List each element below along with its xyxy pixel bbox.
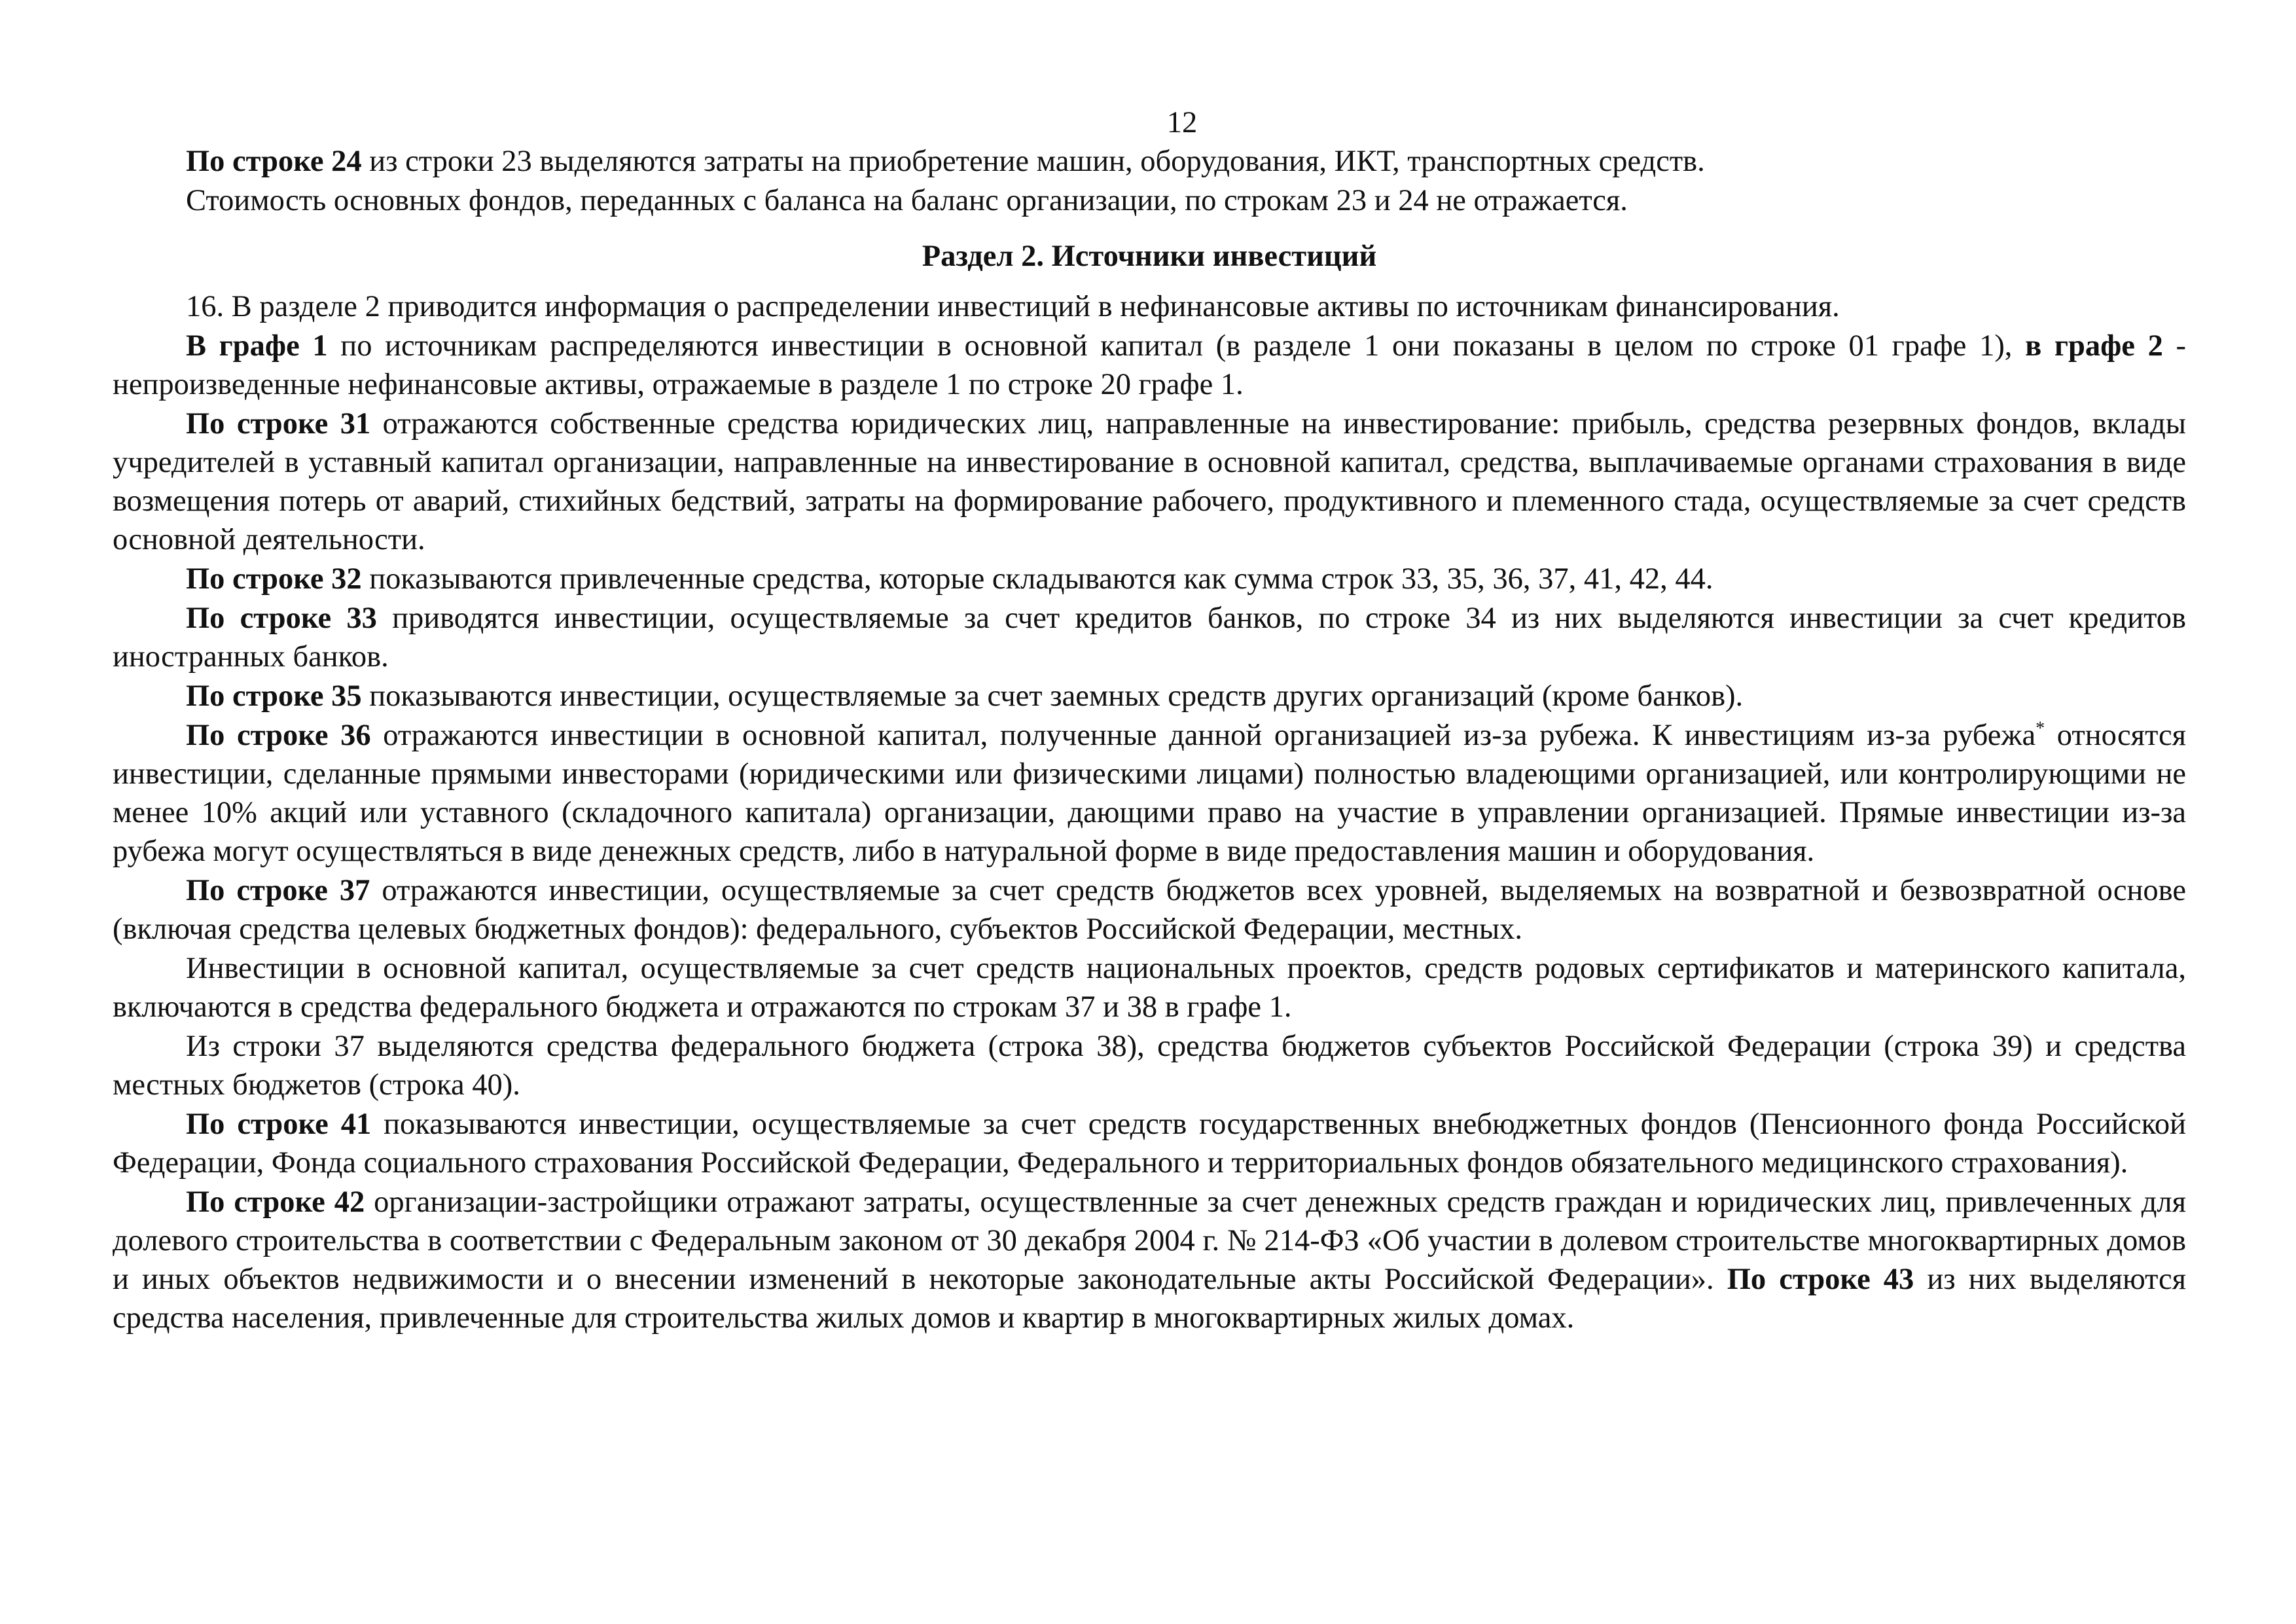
footnote-marker: *: [2036, 718, 2045, 739]
paragraph-row-37: [113, 871, 2186, 948]
row-ref: По строке 36: [186, 719, 371, 752]
paragraph-text: по источникам распределяются инвестиции в основной капитал (в разделе 1 они показаны в целом по строке 01 графе 1),: [327, 329, 2013, 363]
paragraph-national-projects: [113, 949, 2186, 1026]
row-ref: По строке 24: [186, 145, 362, 178]
paragraph-row-32: [113, 560, 2186, 598]
paragraph-text: относятся инвестиции, сделанные прямыми инвесторами (юридическими или физическими лицами) полностью владеющими организацией, или контролирующими не менее 10% акций или уставного (складочного капитала) организации, дающими право на участие в управлении организацией. Прямые инвестиции из-за рубежа могут осуществляться в виде денежных средств, либо в натуральной форме в виде предоставления машин и оборудования.: [113, 719, 2186, 868]
document-page: [113, 103, 2186, 1338]
column-ref: В графе 1: [186, 329, 328, 363]
row-ref: По строке 32: [186, 562, 362, 596]
paragraph-row-36: [113, 716, 2186, 871]
paragraph-row-24: [113, 142, 2186, 181]
paragraph-text: Инвестиции в основной капитал, осуществляемые за счет средств национальных проектов, средств родовых сертификатов и материнского капитала, включаются в средства федерального бюджета и отражаются по строкам 37 и 38 в графе 1.: [113, 952, 2186, 1024]
paragraph-text: организации-застройщики отражают затраты, осуществленные за счет денежных средств граждан и юридических лиц, привлеченных для долевого строительства в соответствии с Федеральным законом от 30 декабря 2004 г. № 214-ФЗ «Об участии в долевом строительстве многоквартирных домов и иных объектов недвижимости и о внесении изменений в некоторые законодательные акты Российской Федерации».: [113, 1185, 2186, 1296]
paragraph-text: показываются инвестиции, осуществляемые за счет средств государственных внебюджетных фондов (Пенсионного фонда Российской Федерации, Фонда социального страхования Российской Федерации, Федерального и территориальных фондов обязательного медицинского страхования).: [113, 1108, 2186, 1180]
paragraph-row-35: [113, 677, 2186, 715]
paragraph-row-33: [113, 599, 2186, 676]
section-heading: Раздел 2. Источники инвестиций: [922, 240, 1377, 273]
column-ref: в графе 2: [2012, 329, 2163, 363]
paragraph-row-42: [113, 1183, 2186, 1337]
paragraph-row-41: [113, 1105, 2186, 1182]
row-ref: По строке 31: [186, 407, 371, 441]
paragraph-text: отражаются инвестиции, осуществляемые за счет средств бюджетов всех уровней, выделяемых на возвратной и безвозвратной основе (включая средства целевых бюджетных фондов): федерального, субъектов Российской Федерации, местных.: [113, 874, 2186, 946]
paragraph-text: отражаются собственные средства юридических лиц, направленные на инвестирование: прибыль, средства резервных фондов, вклады учредителей в уставный капитал организации, направленные на инвестирование в основной капитал, средства, выплачиваемые органами страхования в виде возмещения потерь от аварий, стихийных бедствий, затраты на формирование рабочего, продуктивного и племенного стада, осуществляемые за счет средств основной деятельности.: [113, 407, 2186, 556]
paragraph-text: показываются инвестиции, осуществляемые за счет заемных средств других организаций (кроме банков).: [361, 679, 1744, 713]
paragraph-from-row-37: [113, 1027, 2186, 1104]
paragraph-text: приводятся инвестиции, осуществляемые за счет кредитов банков, по строке 34 из них выделяются инвестиции за счет кредитов иностранных банков.: [113, 602, 2187, 674]
paragraph-text: 16. В разделе 2 приводится информация о распределении инвестиций в нефинансовые активы по источникам финансирования.: [186, 290, 1840, 323]
paragraph-16: [113, 287, 2186, 326]
paragraph-text: - непроизведенные нефинансовые активы, отражаемые в разделе 1 по строке 20 графе 1.: [113, 329, 2186, 401]
paragraph-text: из них выделяются средства населения, привлеченные для строительства жилых домов и квартир в многоквартирных жилых домах.: [113, 1263, 2186, 1335]
row-ref: По строке 41: [186, 1108, 372, 1141]
paragraph-row-31: [113, 405, 2186, 559]
page-number: 12: [1166, 106, 1198, 139]
paragraph-text: показываются привлеченные средства, которые складываются как сумма строк 33, 35, 36, 37, 41, 42, 44.: [361, 562, 1713, 596]
paragraph-text: Из строки 37 выделяются средства федерального бюджета (строка 38), средства бюджетов субъектов Российской Федерации (строка 39) и средства местных бюджетов (строка 40).: [113, 1030, 2186, 1102]
paragraph-text: Стоимость основных фондов, переданных с баланса на баланс организации, по строкам 23 и 24 не отражается.: [186, 184, 1628, 217]
row-ref: По строке 42: [186, 1185, 365, 1219]
paragraph-text: отражаются инвестиции в основной капитал, полученные данной организацией из-за рубежа. К инвестициям из-за рубежа: [370, 719, 2036, 752]
row-ref: По строке 37: [186, 874, 370, 907]
paragraph-fixed-assets: [113, 181, 2186, 220]
paragraph-text: из строки 23 выделяются затраты на приобретение машин, оборудования, ИКТ, транспортных средств.: [361, 145, 1705, 178]
row-ref: По строке 43: [1713, 1263, 1914, 1296]
paragraph-columns: [113, 327, 2186, 404]
row-ref: По строке 35: [186, 679, 362, 713]
row-ref: По строке 33: [186, 602, 377, 635]
